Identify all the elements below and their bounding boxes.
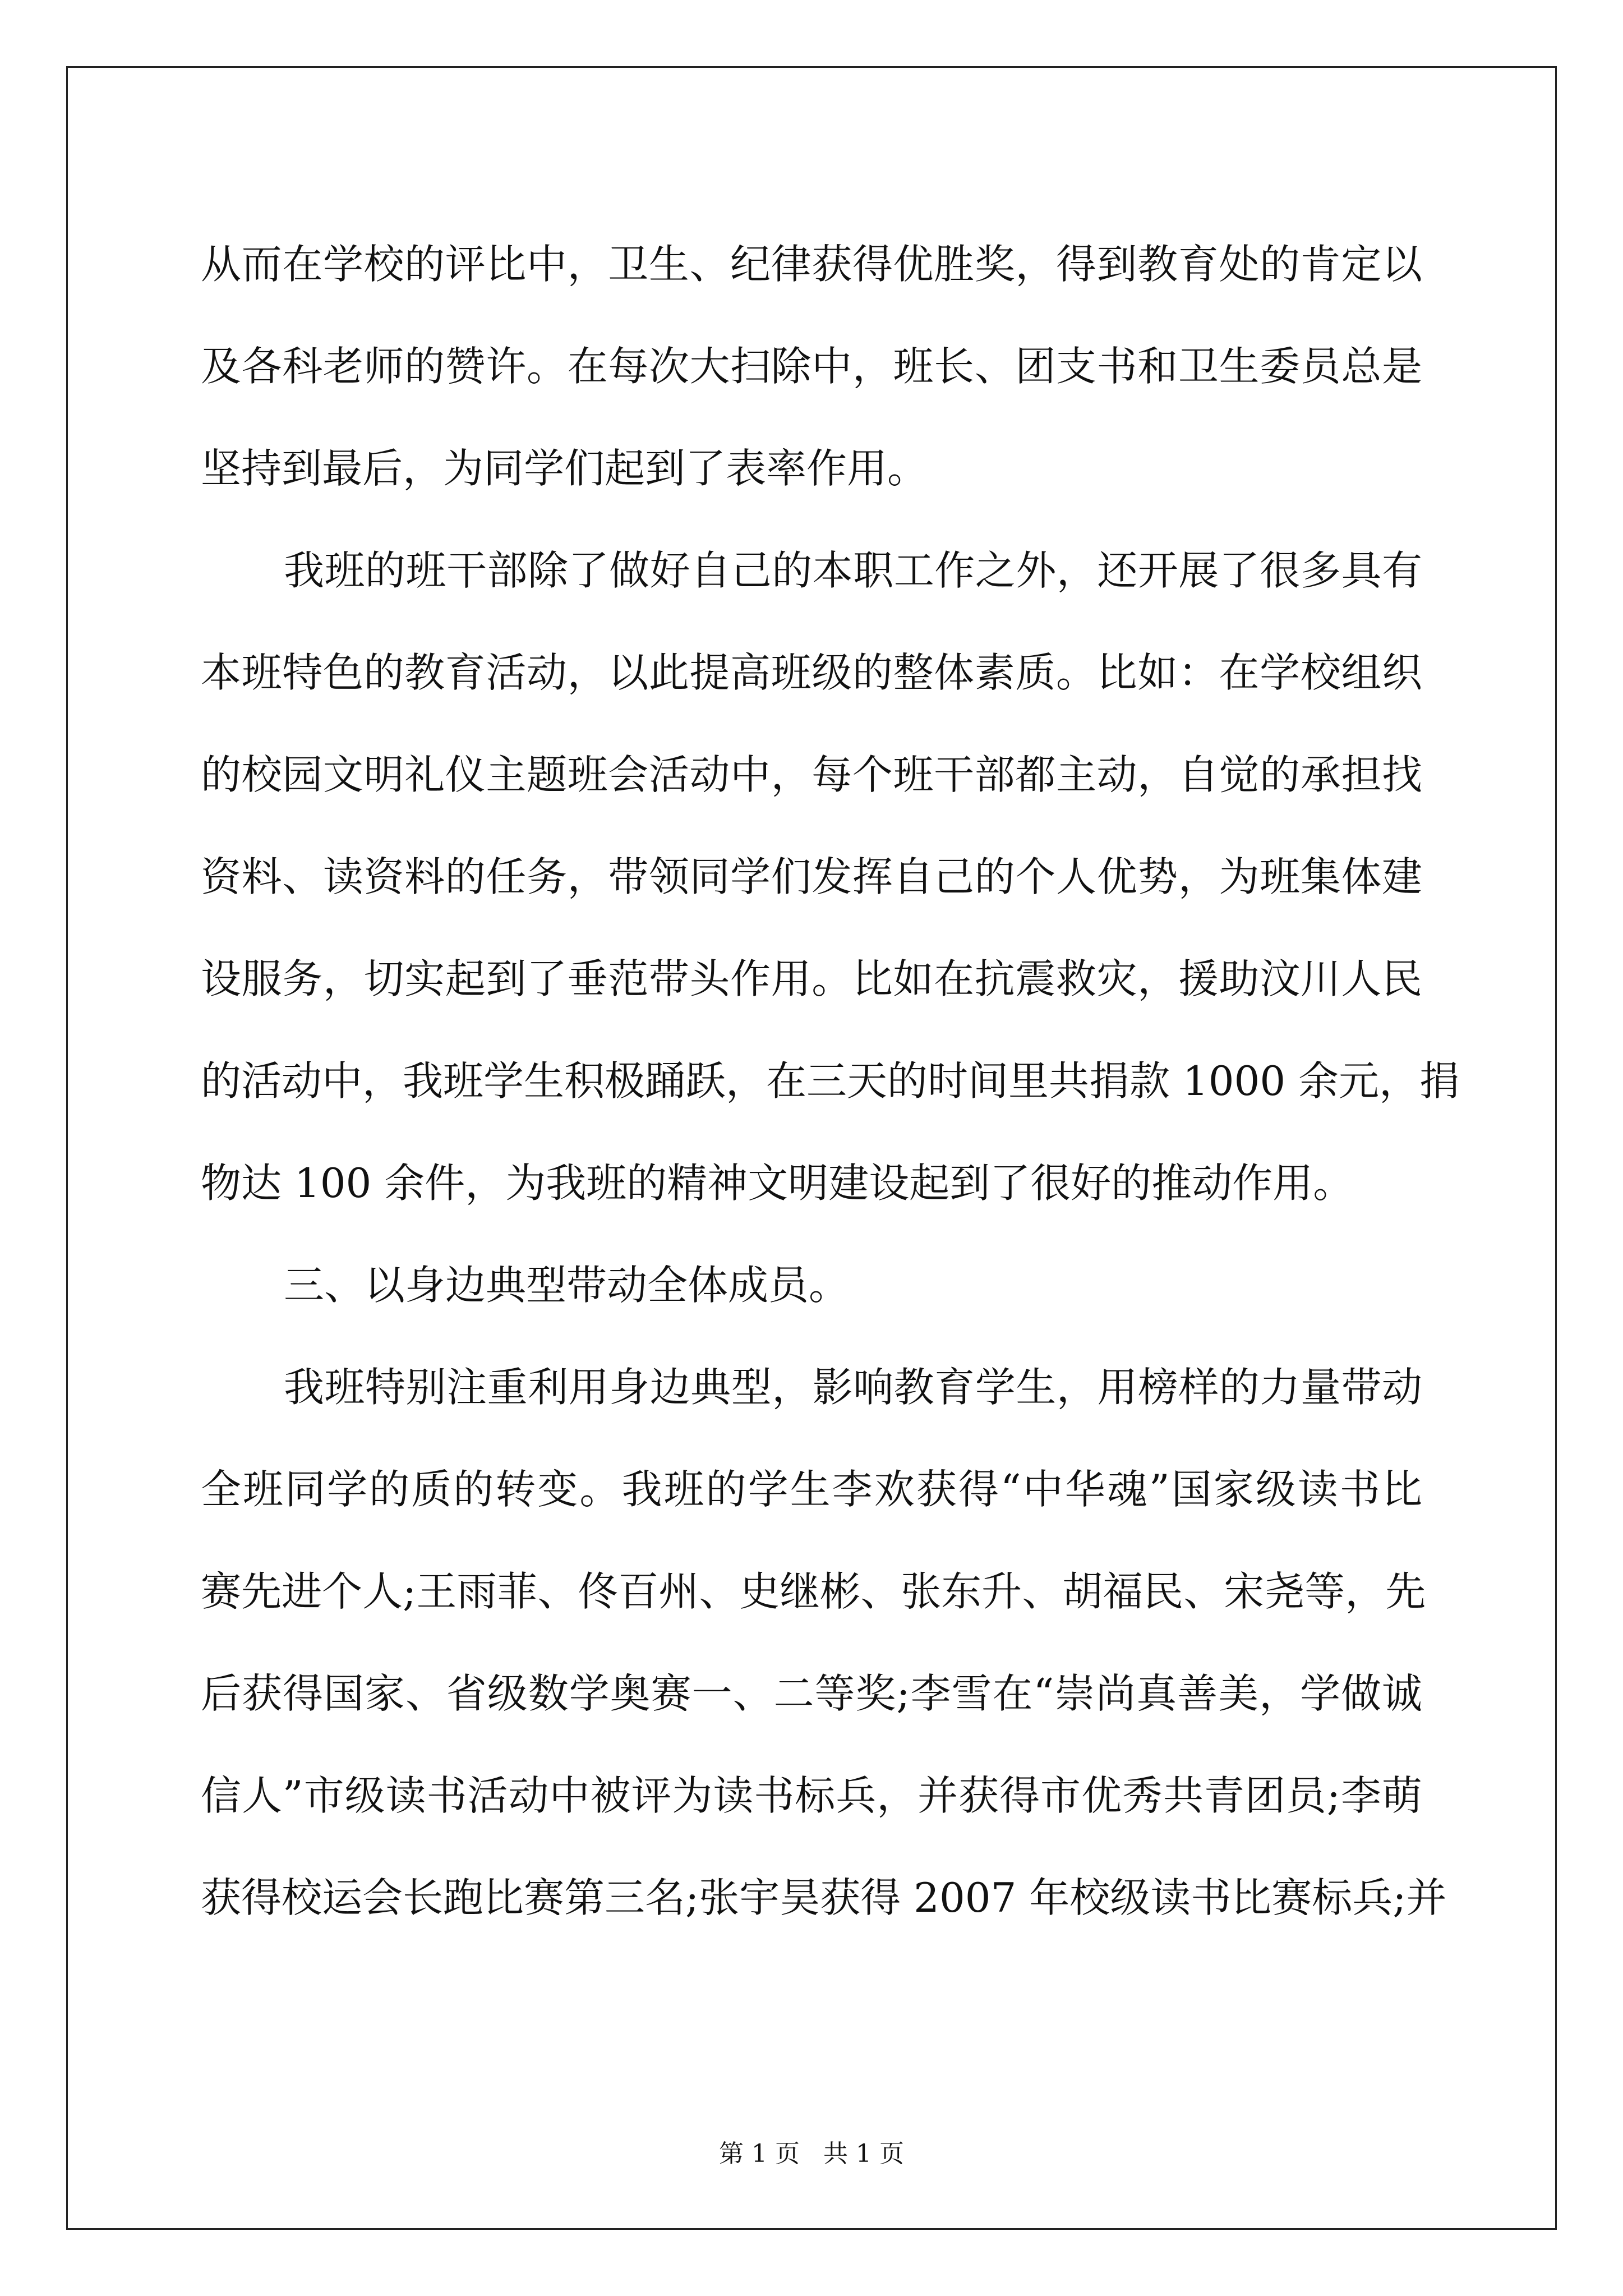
text-line: 我班的班干部除了做好自己的本职工作之外，还开展了很多具有: [284, 547, 1422, 594]
section-heading: 三、以身边典型带动全体成员。: [284, 1262, 850, 1309]
text-line: 的活动中，我班学生积极踊跃，在三天的时间里共捐款 1000 余元，捐: [201, 1057, 1460, 1105]
text-line: 获得校运会长跑比赛第三名;张宇昊获得 2007 年校级读书比赛标兵;并: [201, 1874, 1447, 1921]
text-line: 后获得国家、省级数学奥赛一、二等奖;李雪在“崇尚真善美，学做诚: [201, 1670, 1422, 1717]
text-line: 及各科老师的赞许。在每次大扫除中，班长、团支书和卫生委员总是: [201, 343, 1422, 390]
text-line: 从而在学校的评比中，卫生、纪律获得优胜奖，得到教育处的肯定以: [201, 241, 1422, 288]
text-line: 坚持到最后，为同学们起到了表率作用。: [201, 445, 928, 492]
text-line: 信人”市级读书活动中被评为读书标兵，并获得市优秀共青团员;李萌: [201, 1772, 1422, 1819]
text-line: 资料、读资料的任务，带领同学们发挥自己的个人优势，为班集体建: [201, 853, 1422, 900]
page-footer: [0, 2137, 1623, 2171]
text-line: 物达 100 余件，为我班的精神文明建设起到了很好的推动作用。: [201, 1159, 1354, 1207]
page-number: 第 1 页: [719, 2139, 800, 2168]
text-line: 设服务，切实起到了垂范带头作用。比如在抗震救灾，援助汶川人民: [201, 955, 1422, 1002]
text-line: 本班特色的教育活动，以此提高班级的整体素质。比如：在学校组织: [201, 649, 1422, 696]
page-total: 共 1 页: [823, 2139, 904, 2168]
text-line: 全班同学的质的转变。我班的学生李欢获得“中华魂”国家级读书比: [201, 1466, 1422, 1513]
text-line: 我班特别注重利用身边典型，影响教育学生，用榜样的力量带动: [284, 1364, 1422, 1411]
document-body: [201, 213, 1460, 1949]
text-line: 的校园文明礼仪主题班会活动中，每个班干部都主动，自觉的承担找: [201, 751, 1422, 798]
text-line: 赛先进个人;王雨菲、佟百州、史继彬、张东升、胡福民、宋尧等，先: [201, 1568, 1426, 1615]
